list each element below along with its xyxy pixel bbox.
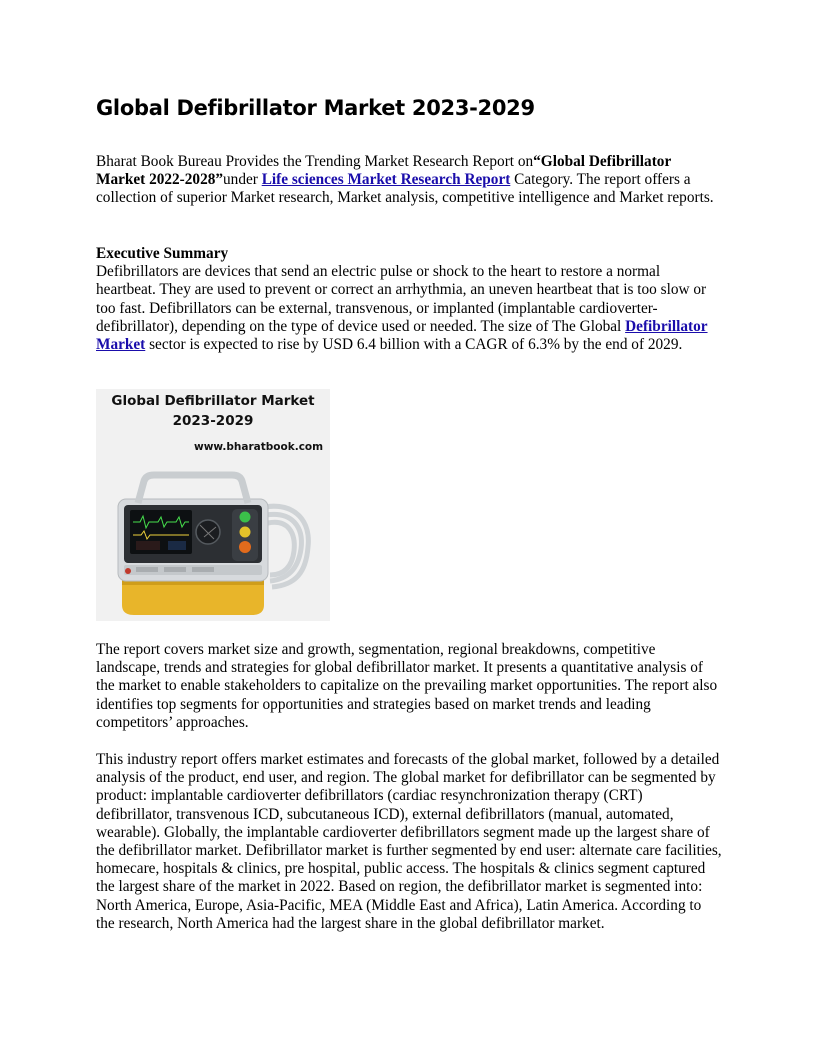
coiled-cable-icon	[264, 506, 308, 587]
intro-lead: Bharat Book Bureau Provides the Trending Market Research Report on	[96, 153, 534, 170]
power-button-icon	[240, 512, 251, 523]
executive-summary-tail: sector is expected to rise by USD 6.4 billion with a CAGR of 6.3% by the end of 2029.	[145, 336, 683, 354]
intro-under: under	[223, 171, 262, 189]
executive-summary-text: Defibrillators are devices that send an electric pulse or shock to the heart to restore a normal heartbeat. They are used to prevent or correct an arrhythmia, an uneven heartbeat that is too slow or too fast. Defibrillators can be external, transvenous, or implanted (implantable cardioverter-defibrillator), depending on the type of device used or needed. The size of The Global	[96, 263, 707, 335]
industry-paragraph: This industry report offers market estimates and forecasts of the global market, followed by a detailed analysis of the product, end user, and region. The global market for defibrillator can be segmented by product: implantable cardioverter defibrillators (cardiac resynchronization therapy (CRT) defibrillator, transvenous ICD, subcutaneous ICD), external defibrillators (manual, automated, wearable). Globally, the implantable cardioverter defibrillators segment made up the largest share of the defibrillator market. Defibrillator market is further segmented by end user: alternate care facilities, homecare, hospitals & clinics, pre hospital, public access. The hospitals & clinics segment captured the largest share of the market in 2022. Based on region, the defibrillator market is segmented into: North America, Europe, Asia-Pacific, MEA (Middle East and Africa), Latin America. According to the research, North America had the largest share in the global defibrillator market.	[96, 751, 722, 932]
report-cover-image	[96, 389, 330, 621]
cover-url: www.bharatbook.com	[194, 441, 324, 453]
shock-button-icon	[239, 541, 251, 553]
cover-title-line2: 2023-2029	[172, 413, 254, 429]
executive-summary	[96, 245, 722, 354]
page-title: Global Defibrillator Market 2023-2029	[96, 96, 535, 120]
executive-summary-heading: Executive Summary	[96, 245, 229, 262]
defibrillator-device-illustration	[96, 467, 330, 621]
life-sciences-report-link[interactable]: Life sciences Market Research Report	[261, 171, 511, 189]
coverage-paragraph: The report covers market size and growth, segmentation, regional breakdowns, competitive landscape, trends and strategies for global defibrillator market. It presents a quantitative analysis of the market to enable stakeholders to capitalize on the prevailing market opportunities. The report also identifies top segments for opportunities and strategies based on market trends and leading competitors’ approaches.	[96, 641, 718, 731]
intro-paragraph	[96, 153, 722, 208]
cover-title-line1: Global Defibrillator Market	[111, 393, 315, 409]
defibrillator-market-link[interactable]: Defibrillator Market	[96, 317, 708, 354]
intro-tail: Category. The report offers a collection of superior Market research, Market analysis, competitive intelligence and Market reports.	[96, 171, 714, 207]
report-name: “Global Defibrillator Market 2022-2028”	[96, 153, 671, 189]
